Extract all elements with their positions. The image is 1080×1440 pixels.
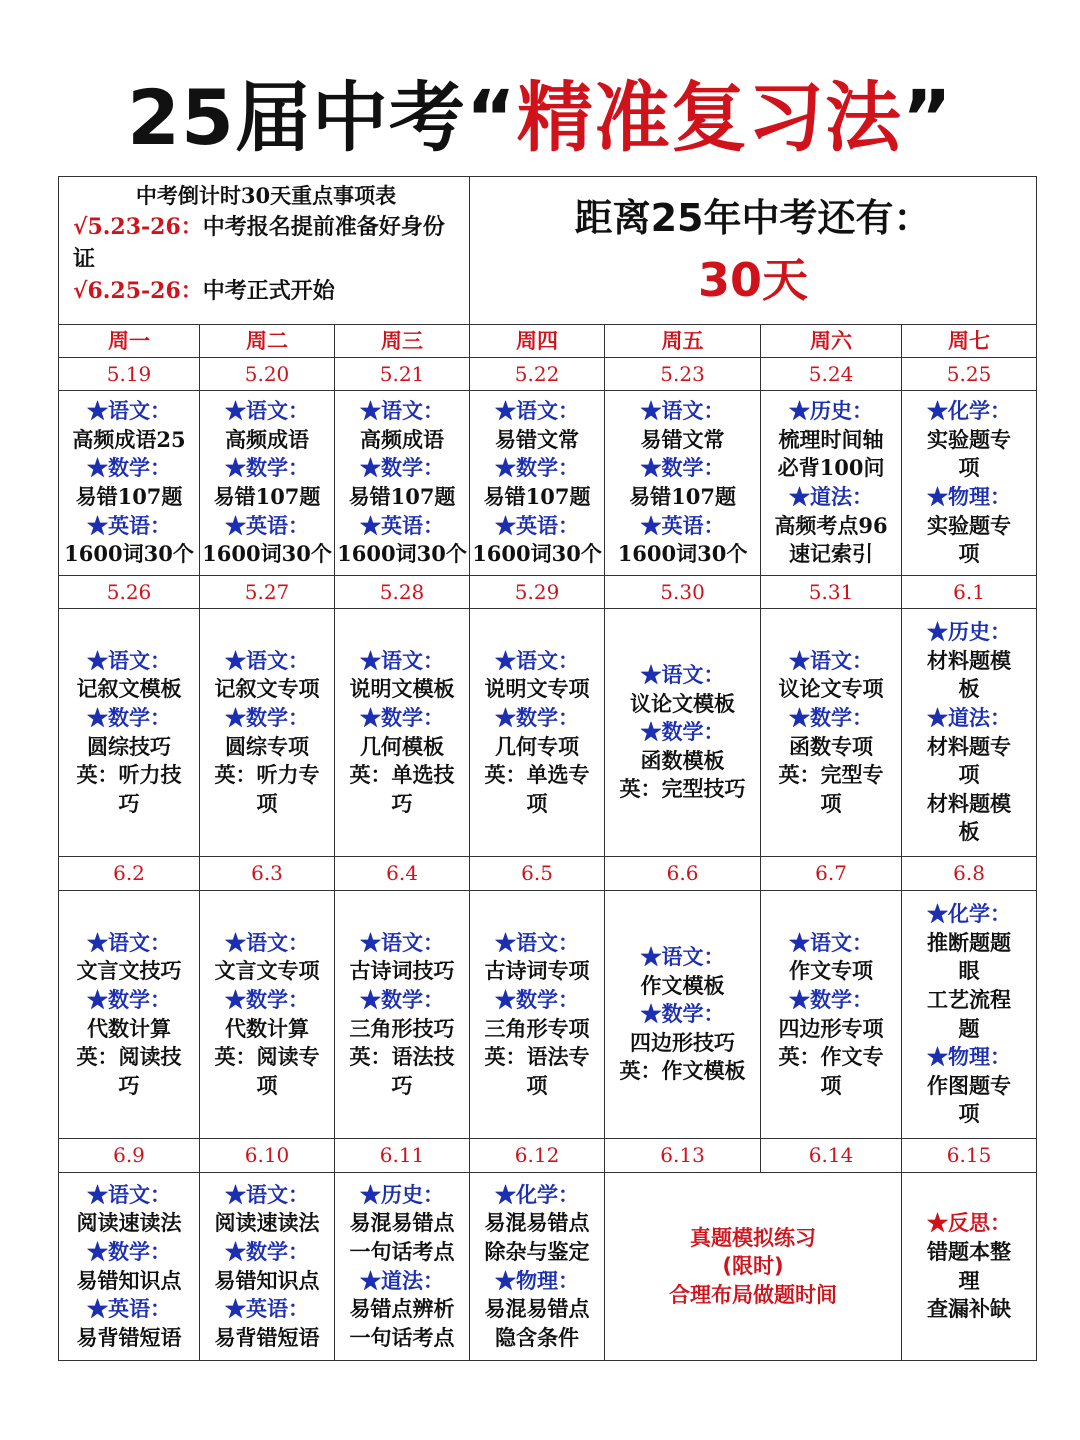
subject-label: ★数学： (495, 704, 580, 730)
date-row (59, 576, 1037, 609)
subject-label: ★数学： (87, 1238, 171, 1264)
date-cell: 6.7 (761, 857, 902, 891)
subject-label: ★数学： (225, 455, 309, 481)
date-cell: 5.24 (761, 358, 902, 391)
task-text: 题 (958, 1015, 980, 1041)
task-text: 说明文模板 (349, 676, 455, 702)
subject-label: ★英语： (87, 512, 171, 538)
task-text: 速记索引 (789, 541, 874, 567)
date-cell: 6.12 (470, 1139, 605, 1173)
task-text: 推断题题 (927, 929, 1012, 955)
notes-item2-text: 中考正式开始 (202, 278, 335, 304)
task-text: 英：完型技巧 (619, 776, 746, 802)
date-cell: 5.22 (470, 358, 605, 391)
date-cell: 6.2 (59, 857, 200, 891)
weekday-header: 周一 (59, 325, 200, 358)
day-tasks-cell (200, 1173, 335, 1361)
task-text: 易错文常 (640, 426, 725, 452)
date-cell: 5.28 (335, 576, 470, 609)
task-text: 梳理时间轴 (778, 426, 884, 452)
task-text: 项 (958, 1101, 980, 1127)
task-text: 易错107题 (213, 484, 321, 509)
task-text: 项 (256, 1072, 278, 1098)
date-cell: 6.8 (902, 857, 1037, 891)
subject-label: ★语文： (87, 647, 171, 673)
task-text: 英：作文模板 (619, 1058, 746, 1084)
notes-item1-text: 中考报名提前准备好身份证 (73, 214, 445, 272)
task-text: 函数模板 (640, 747, 725, 773)
subject-label: ★语文： (360, 929, 445, 955)
task-text: 英：单选技 (349, 762, 455, 788)
task-text: 易错点辨析 (349, 1296, 455, 1322)
task-text: 英：语法技 (349, 1044, 455, 1070)
date-cell: 6.13 (605, 1139, 761, 1173)
task-text: 三角形专项 (484, 1015, 590, 1041)
date-cell: 5.23 (605, 358, 761, 391)
task-text: 巧 (391, 790, 413, 816)
task-text: 易混易错点 (349, 1210, 455, 1236)
subject-label: ★数学： (225, 704, 309, 730)
subject-label: ★道法： (360, 1267, 445, 1293)
task-text: 1600词30个 (617, 541, 748, 567)
task-text: 板 (958, 819, 980, 845)
task-text: 记叙文专项 (214, 676, 320, 702)
subject-label: ★语文： (789, 647, 874, 673)
notes-item-exam (73, 275, 459, 307)
task-text: 一句话考点 (349, 1324, 455, 1350)
subject-label: ★英语： (225, 512, 309, 538)
subject-label: ★物理： (927, 484, 1012, 509)
weekday-header: 周四 (470, 325, 605, 358)
date-cell: 5.30 (605, 576, 761, 609)
study-plan-table (58, 176, 1037, 1361)
task-text: 1600词30个 (64, 541, 194, 567)
date-cell: 6.9 (59, 1139, 200, 1173)
subject-label: ★历史： (927, 619, 1012, 645)
subject-label: ★语文： (640, 662, 725, 688)
subject-label: ★英语： (360, 512, 445, 538)
task-text: 一句话考点 (349, 1238, 455, 1264)
subject-label: ★数学： (87, 704, 171, 730)
countdown-days: 30天 (698, 252, 809, 307)
task-text: 阅读速读法 (214, 1210, 320, 1236)
notes-item2-mark: √6.25-26： (73, 278, 203, 304)
subject-label: ★语文： (225, 929, 309, 955)
task-text: 英：听力专 (214, 762, 320, 788)
task-text: 函数专项 (789, 733, 874, 759)
subject-label: ★数学： (360, 704, 445, 730)
task-text: 阅读速读法 (76, 1210, 182, 1236)
date-cell: 5.29 (470, 576, 605, 609)
task-text: 英：阅读专 (214, 1044, 320, 1070)
day-tasks-cell (605, 891, 761, 1139)
subject-label: ★语文： (495, 398, 580, 424)
subject-label: ★语文： (640, 398, 725, 424)
date-row (59, 857, 1037, 891)
task-text: 实验题专 (927, 512, 1012, 538)
day-tasks-cell (335, 891, 470, 1139)
task-text: 项 (820, 790, 842, 816)
day-tasks-cell (200, 391, 335, 576)
task-text: 隐含条件 (495, 1324, 580, 1350)
subject-label: ★语文： (495, 929, 580, 955)
notes-item-registration (73, 211, 459, 275)
date-cell: 6.4 (335, 857, 470, 891)
subject-label: ★数学： (87, 986, 171, 1012)
subject-label: ★化学： (927, 901, 1012, 927)
task-text: 易错知识点 (76, 1267, 182, 1293)
task-text: 英：语法专 (484, 1044, 590, 1070)
subject-label: ★语文： (789, 929, 874, 955)
subject-label: ★语文： (640, 944, 725, 970)
task-text: 易背错短语 (76, 1324, 182, 1350)
date-cell: 5.27 (200, 576, 335, 609)
task-text: 材料题模 (927, 790, 1012, 816)
day-tasks-cell (59, 891, 200, 1139)
task-text: 巧 (118, 790, 140, 816)
day-tasks-cell (605, 609, 761, 857)
weekday-header: 周三 (335, 325, 470, 358)
weekday-header-row (59, 325, 1037, 358)
subject-label: ★语文： (225, 398, 309, 424)
task-text: 项 (958, 762, 980, 788)
subject-label: ★历史： (360, 1181, 445, 1207)
day-tasks-cell (761, 609, 902, 857)
task-text: 议论文模板 (630, 690, 736, 716)
task-text: 易背错短语 (214, 1324, 320, 1350)
date-cell: 5.19 (59, 358, 200, 391)
task-text: 理 (958, 1267, 980, 1293)
task-text: 易错107题 (75, 484, 183, 509)
subject-label: ★反思： (927, 1210, 1012, 1236)
mock-exam-cell (605, 1173, 902, 1361)
task-text: 巧 (391, 1072, 413, 1098)
date-cell: 5.20 (200, 358, 335, 391)
task-text: 高频成语 (360, 426, 445, 452)
task-text: 项 (958, 455, 980, 481)
task-text: 项 (958, 541, 980, 567)
date-cell: 6.3 (200, 857, 335, 891)
task-text: 代数计算 (225, 1015, 309, 1041)
subject-label: ★数学： (789, 704, 874, 730)
page-title (0, 70, 1080, 166)
notes-heading: 中考倒计时30天重点事项表 (135, 183, 397, 208)
task-text: 作文模板 (640, 972, 725, 998)
subject-label: ★语文： (87, 398, 171, 424)
subject-label: ★化学： (927, 398, 1012, 424)
task-text: 古诗词技巧 (349, 958, 455, 984)
subject-label: ★语文： (225, 647, 309, 673)
date-row (59, 1139, 1037, 1173)
task-text: 除杂与鉴定 (484, 1238, 590, 1264)
day-tasks-cell (200, 609, 335, 857)
title-highlight: 精准复习法 (516, 73, 902, 162)
subject-label: ★数学： (225, 1238, 309, 1264)
day-tasks-cell (335, 391, 470, 576)
task-row (59, 1173, 1037, 1361)
task-text: 四边形专项 (778, 1015, 884, 1041)
task-text: 英：听力技 (76, 762, 182, 788)
task-text: 高频考点96 (774, 512, 888, 538)
mock-exam-text: 合理布局做题时间 (669, 1282, 838, 1307)
task-text: 高频成语 (225, 426, 309, 452)
day-tasks-cell (335, 1173, 470, 1361)
task-text: 说明文专项 (484, 676, 590, 702)
task-text: 作图题专 (927, 1072, 1012, 1098)
task-text: 易错107题 (629, 484, 736, 509)
subject-label: ★化学： (495, 1181, 580, 1207)
date-cell: 5.21 (335, 358, 470, 391)
subject-label: ★语文： (87, 929, 171, 955)
date-cell: 6.5 (470, 857, 605, 891)
subject-label: ★数学： (640, 719, 725, 745)
day-tasks-cell (59, 391, 200, 576)
task-text: 文言文技巧 (76, 958, 182, 984)
task-text: 四边形技巧 (630, 1029, 736, 1055)
date-cell: 6.11 (335, 1139, 470, 1173)
subject-label: ★英语： (640, 512, 725, 538)
title-quote-open: “ (465, 73, 517, 162)
weekday-header: 周六 (761, 325, 902, 358)
task-text: 几何专项 (495, 733, 580, 759)
subject-label: ★数学： (640, 455, 725, 481)
task-text: 巧 (118, 1072, 140, 1098)
task-text: 项 (820, 1072, 842, 1098)
task-text: 圆综专项 (225, 733, 309, 759)
task-text: 错题本整 (927, 1238, 1012, 1264)
subject-label: ★语文： (495, 647, 580, 673)
notes-item1-mark: √5.23-26： (73, 214, 203, 240)
task-text: 项 (256, 790, 278, 816)
date-cell: 6.1 (902, 576, 1037, 609)
subject-label: ★数学： (225, 986, 309, 1012)
title-prefix: 25届中考 (127, 73, 466, 162)
task-text: 文言文专项 (214, 958, 320, 984)
day-tasks-cell (470, 391, 605, 576)
subject-label: ★数学： (495, 986, 580, 1012)
task-text: 材料题模 (927, 647, 1012, 673)
subject-label: ★数学： (789, 986, 874, 1012)
task-text: 议论文专项 (778, 676, 884, 702)
task-text: 英：单选专 (484, 762, 590, 788)
subject-label: ★数学： (360, 455, 445, 481)
task-row (59, 391, 1037, 576)
subject-label: ★数学： (360, 986, 445, 1012)
task-text: 易错107题 (348, 484, 456, 509)
day-tasks-cell (902, 891, 1037, 1139)
subject-label: ★道法： (789, 484, 874, 509)
key-dates-notes (59, 177, 470, 325)
day-tasks-cell (200, 891, 335, 1139)
task-text: 工艺流程 (927, 986, 1012, 1012)
task-text: 易错知识点 (214, 1267, 320, 1293)
task-text: 1600词30个 (337, 541, 467, 567)
date-cell: 6.14 (761, 1139, 902, 1173)
date-cell: 5.25 (902, 358, 1037, 391)
subject-label: ★语文： (87, 1181, 171, 1207)
subject-label: ★语文： (360, 647, 445, 673)
date-cell: 6.6 (605, 857, 761, 891)
weekday-header: 周七 (902, 325, 1037, 358)
title-quote-close: ” (901, 73, 953, 162)
date-cell: 5.31 (761, 576, 902, 609)
day-tasks-cell (902, 609, 1037, 857)
task-text: 英：完型专 (778, 762, 884, 788)
day-tasks-cell (470, 1173, 605, 1361)
subject-label: ★物理： (927, 1044, 1012, 1070)
countdown-box (470, 177, 1037, 325)
task-text: 眼 (958, 958, 980, 984)
task-text: 高频成语25 (72, 426, 186, 452)
subject-label: ★语文： (360, 398, 445, 424)
task-text: 板 (958, 676, 980, 702)
subject-label: ★数学： (640, 1001, 725, 1027)
date-row (59, 358, 1037, 391)
day-tasks-cell (470, 609, 605, 857)
subject-label: ★数学： (87, 455, 171, 481)
day-tasks-cell (902, 1173, 1037, 1361)
task-text: 古诗词专项 (484, 958, 590, 984)
subject-label: ★英语： (225, 1296, 309, 1322)
subject-label: ★英语： (495, 512, 580, 538)
subject-label: ★历史： (789, 398, 874, 424)
subject-label: ★语文： (225, 1181, 309, 1207)
task-text: 1600词30个 (472, 541, 602, 567)
task-text: 项 (526, 790, 548, 816)
task-row (59, 891, 1037, 1139)
subject-label: ★物理： (495, 1267, 580, 1293)
subject-label: ★英语： (87, 1296, 171, 1322)
day-tasks-cell (761, 891, 902, 1139)
countdown-label: 距离25年中考还有： (574, 195, 932, 240)
day-tasks-cell (59, 1173, 200, 1361)
task-text: 三角形技巧 (349, 1015, 455, 1041)
date-cell: 6.10 (200, 1139, 335, 1173)
day-tasks-cell (761, 391, 902, 576)
task-text: 圆综技巧 (87, 733, 171, 759)
task-text: 几何模板 (360, 733, 445, 759)
task-text: 查漏补缺 (927, 1296, 1012, 1322)
subject-label: ★数学： (495, 455, 580, 481)
task-text: 1600词30个 (202, 541, 332, 567)
day-tasks-cell (605, 391, 761, 576)
weekday-header: 周五 (605, 325, 761, 358)
task-text: 项 (526, 1072, 548, 1098)
task-text: 必背100问 (777, 455, 885, 481)
task-text: 代数计算 (87, 1015, 171, 1041)
date-cell: 6.15 (902, 1139, 1037, 1173)
task-text: 易错107题 (483, 484, 591, 509)
task-text: 记叙文模板 (76, 676, 182, 702)
day-tasks-cell (335, 609, 470, 857)
day-tasks-cell (59, 609, 200, 857)
day-tasks-cell (470, 891, 605, 1139)
date-cell: 5.26 (59, 576, 200, 609)
subject-label: ★道法： (927, 704, 1012, 730)
task-text: 英：阅读技 (76, 1044, 182, 1070)
task-text: 英：作文专 (778, 1044, 884, 1070)
task-row (59, 609, 1037, 857)
mock-exam-text: (限时) (722, 1254, 784, 1279)
weekday-header: 周二 (200, 325, 335, 358)
task-text: 易错文常 (495, 426, 580, 452)
task-text: 易混易错点 (484, 1210, 590, 1236)
mock-exam-text: 真题模拟练习 (690, 1225, 817, 1250)
day-tasks-cell (902, 391, 1037, 576)
task-text: 材料题专 (927, 733, 1012, 759)
task-text: 实验题专 (927, 426, 1012, 452)
task-text: 作文专项 (789, 958, 874, 984)
task-text: 易混易错点 (484, 1296, 590, 1322)
